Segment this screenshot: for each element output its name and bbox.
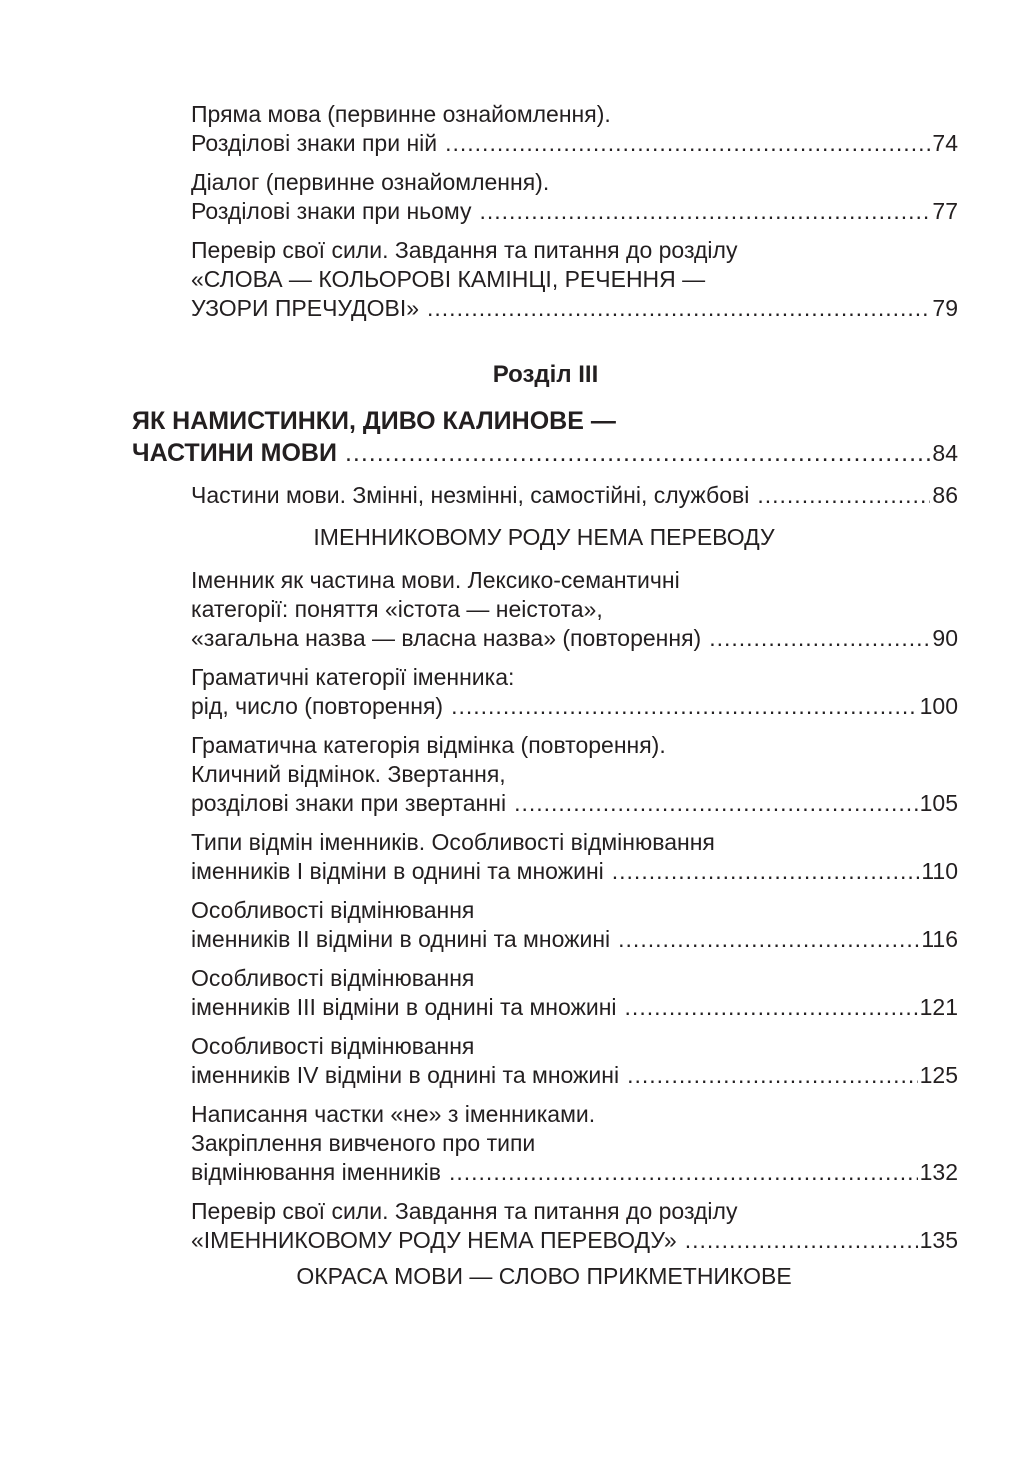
leader-dots	[625, 993, 918, 1022]
toc-entry-line: Пряма мова (первинне ознайомлення).	[191, 101, 611, 127]
toc-page-number: 86	[932, 482, 958, 508]
leader-dots	[612, 857, 920, 886]
toc-entry	[132, 405, 958, 469]
toc-page-number: 110	[921, 858, 958, 884]
leader-dots	[514, 789, 918, 818]
toc-page-number: 132	[919, 1159, 958, 1185]
toc-entry	[191, 481, 958, 510]
toc-entry	[191, 828, 958, 886]
toc-mid-entries	[191, 481, 958, 520]
toc-entry-title: іменників І відміни в однині та множині	[191, 858, 604, 884]
toc-entry-title: Розділові знаки при ній	[191, 130, 438, 156]
toc-entry-title: УЗОРИ ПРЕЧУДОВІ»	[191, 295, 420, 321]
toc-entry-line: Перевір свої сили. Завдання та питання до розділу	[191, 1198, 738, 1224]
toc-entry-line: Діалог (первинне ознайомлення).	[191, 169, 550, 195]
subsection-heading: ІМЕННИКОВОМУ РОДУ НЕМА ПЕРЕВОДУ	[313, 524, 775, 550]
toc-entry-title: розділові знаки при звертанні	[191, 790, 507, 816]
toc-entry	[191, 100, 958, 158]
toc-page-number: 125	[919, 1062, 958, 1088]
toc-entry-line: Особливості відмінювання	[191, 897, 475, 923]
toc-page-number: 90	[932, 625, 958, 651]
toc-entry-line: Особливості відмінювання	[191, 1033, 475, 1059]
toc-entry-line: Граматична категорія відмінка (повторення).	[191, 732, 666, 758]
leader-dots	[627, 1061, 918, 1090]
toc-entry-title: відмінювання іменників	[191, 1159, 441, 1185]
toc-entry-line: Кличний відмінок. Звертання,	[191, 761, 506, 787]
toc-entry-line: «СЛОВА — КОЛЬОРОВІ КАМІНЦІ, РЕЧЕННЯ —	[191, 266, 706, 292]
toc-entry	[191, 1032, 958, 1090]
toc-page-number: 79	[932, 295, 958, 321]
toc-entry	[191, 731, 958, 818]
leader-dots	[449, 1158, 918, 1187]
toc-entry-title: «загальна назва — власна назва» (повторення)	[191, 625, 702, 651]
toc-entry	[191, 964, 958, 1022]
toc-entry-title: Розділові знаки при ньому	[191, 198, 472, 224]
toc-entry-line: Типи відмін іменників. Особливості відмінювання	[191, 829, 715, 855]
toc-page-number: 84	[932, 440, 958, 466]
toc-entry-title: іменників IV відміни в однині та множині	[191, 1062, 620, 1088]
toc-entry-line: Граматичні категорії іменника:	[191, 664, 515, 690]
toc-top-entries	[191, 100, 958, 333]
toc-noun-entries	[191, 566, 958, 1255]
toc-entry	[191, 236, 958, 323]
toc-entry-title: рід, число (повторення)	[191, 693, 444, 719]
section-title-line: ЯК НАМИСТИНКИ, ДИВО КАЛИНОВЕ —	[132, 407, 616, 435]
section-title	[132, 405, 958, 479]
leader-dots	[427, 294, 930, 323]
leader-dots	[345, 437, 930, 469]
toc-page-number: 74	[932, 130, 958, 156]
leader-dots	[480, 197, 931, 226]
leader-dots	[757, 481, 930, 510]
subsection-heading: ОКРАСА МОВИ — СЛОВО ПРИКМЕТНИКОВЕ	[296, 1263, 792, 1289]
leader-dots	[445, 129, 930, 158]
toc-entry	[191, 896, 958, 954]
leader-dots	[451, 692, 918, 721]
toc-entry-line: Закріплення вивченого про типи	[191, 1130, 536, 1156]
leader-dots	[618, 925, 919, 954]
toc-page-number: 116	[921, 926, 958, 952]
toc-entry-title: іменників ІІІ відміни в однині та множині	[191, 994, 617, 1020]
toc-page-number: 135	[919, 1227, 958, 1253]
section-label: Розділ III	[492, 361, 599, 388]
toc-entry	[191, 1197, 958, 1255]
leader-dots	[709, 624, 930, 653]
toc-entry	[191, 566, 958, 653]
toc-entry-title: іменників ІІ відміни в однині та множині	[191, 926, 611, 952]
toc-entry	[191, 168, 958, 226]
toc-page-number: 77	[932, 198, 958, 224]
toc-entry-title: Частини мови. Змінні, незмінні, самостійні, службові	[191, 482, 750, 508]
toc-entry-title: «ІМЕННИКОВОМУ РОДУ НЕМА ПЕРЕВОДУ»	[191, 1227, 677, 1253]
toc-page-number: 121	[919, 994, 958, 1020]
toc-entry-line: категорії: поняття «істота — неістота»,	[191, 596, 603, 622]
toc-entry	[191, 663, 958, 721]
section-title-line: ЧАСТИНИ МОВИ	[132, 439, 337, 467]
toc-entry	[191, 1100, 958, 1187]
leader-dots	[685, 1226, 918, 1255]
toc-entry-line: Іменник як частина мови. Лексико-семантичні	[191, 567, 680, 593]
toc-page-number: 100	[919, 693, 958, 719]
toc-entry-line: Написання частки «не» з іменниками.	[191, 1101, 596, 1127]
toc-entry-line: Особливості відмінювання	[191, 965, 475, 991]
toc-page-number: 105	[919, 790, 958, 816]
toc-entry-line: Перевір свої сили. Завдання та питання до розділу	[191, 237, 738, 263]
